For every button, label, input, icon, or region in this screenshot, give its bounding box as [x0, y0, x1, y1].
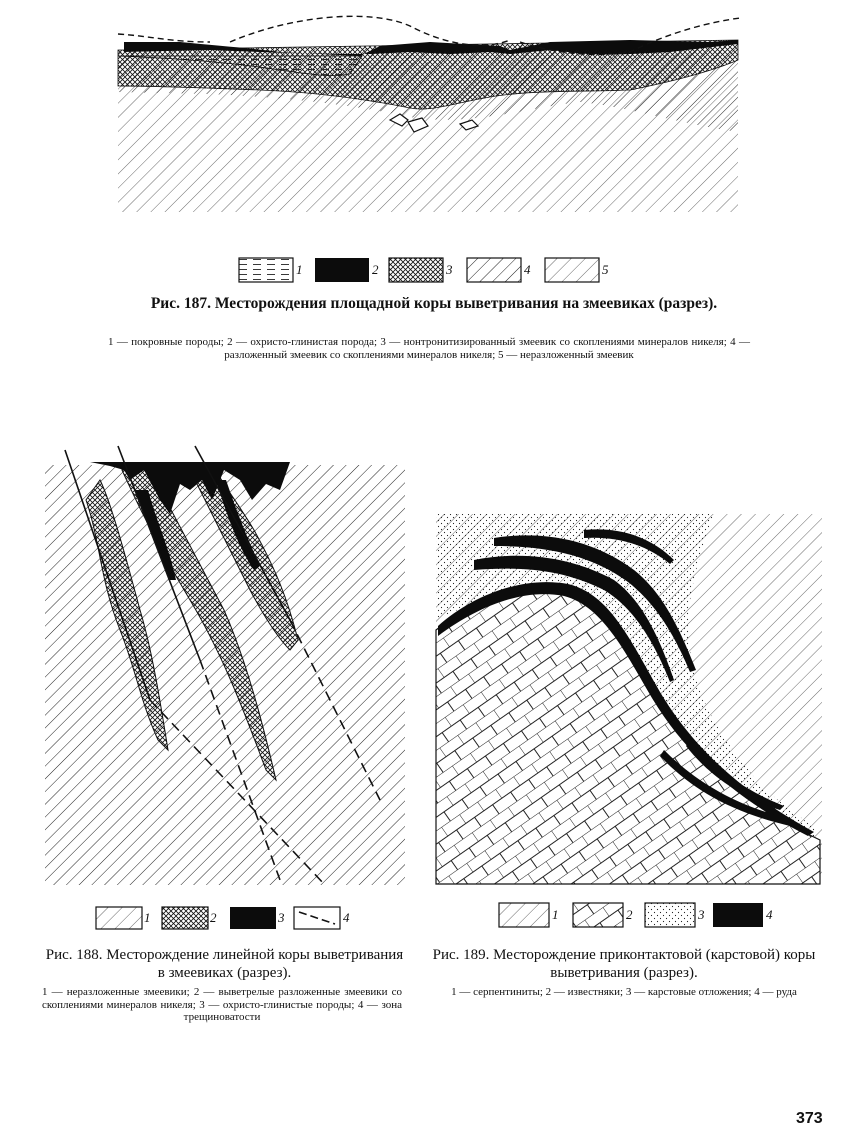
fig188-caption-description: 1 — неразложенные змеевики; 2 — выветрелые разложенные змеевики со скоплениями минералов никеля; 3 — охристо-глинистые породы; 4 — зона трещиноватости [42, 986, 402, 1023]
fig189-section-drawing [434, 510, 826, 886]
legend-swatch-karst-deposits [644, 902, 700, 928]
legend-swatch-nontronitized [388, 257, 448, 283]
legend-swatch-ore [712, 902, 768, 928]
legend-label: 5 [602, 262, 609, 277]
legend-label: 1 [296, 262, 303, 277]
legend-swatch-unweathered-serpentinite [95, 906, 147, 930]
legend-swatch-unweathered [544, 257, 604, 283]
legend-label: 2 [210, 910, 217, 925]
fig188-caption-title: Рис. 188. Месторождение линейной коры выветривания в змеевиках (разрез). [45, 947, 404, 981]
page-number: 373 [796, 1110, 823, 1127]
legend-label: 2 [372, 262, 379, 277]
legend-label: 1 [144, 910, 151, 925]
fig188-legend [95, 906, 365, 932]
legend-label: 4 [524, 262, 531, 277]
legend-label: 4 [766, 907, 773, 922]
fig187-legend [238, 257, 628, 285]
legend-swatch-decomposed-serpentinite [161, 906, 213, 930]
legend-swatch-fracture-zone [293, 906, 345, 930]
legend-label: 3 [698, 907, 705, 922]
legend-swatch-cover-rocks [238, 257, 298, 283]
fig187-section-drawing [110, 12, 760, 222]
legend-label: 1 [552, 907, 559, 922]
legend-swatch-serpentinite [498, 902, 554, 928]
fig189-caption-description: 1 — серпентиниты; 2 — известняки; 3 — карстовые отложения; 4 — руда [451, 986, 797, 998]
fig187-caption-title: Рис. 187. Месторождения площадной коры выветривания на змеевиках (разрез). [150, 295, 718, 312]
legend-label: 2 [626, 907, 633, 922]
legend-swatch-decomposed [466, 257, 526, 283]
legend-label: 3 [446, 262, 453, 277]
legend-label: 4 [343, 910, 350, 925]
fig188-section-drawing [40, 440, 415, 890]
legend-swatch-ochre-clay [314, 257, 374, 283]
legend-swatch-limestone [572, 902, 628, 928]
fig189-legend [498, 902, 788, 930]
fig187-caption-description: 1 — покровные породы; 2 — охристо-глинистая порода; 3 — нонтронитизированный змеевик со скоплениями минералов никеля; 4 — разложенный змеевик со скоплениями минералов никеля; 5 — неразложенный змеевик [108, 336, 750, 361]
legend-swatch-ochre-clay [229, 906, 281, 930]
fig189-caption-title: Рис. 189. Месторождение приконтактовой (карстовой) коры выветривания (разрез). [432, 947, 816, 981]
legend-label: 3 [278, 910, 285, 925]
